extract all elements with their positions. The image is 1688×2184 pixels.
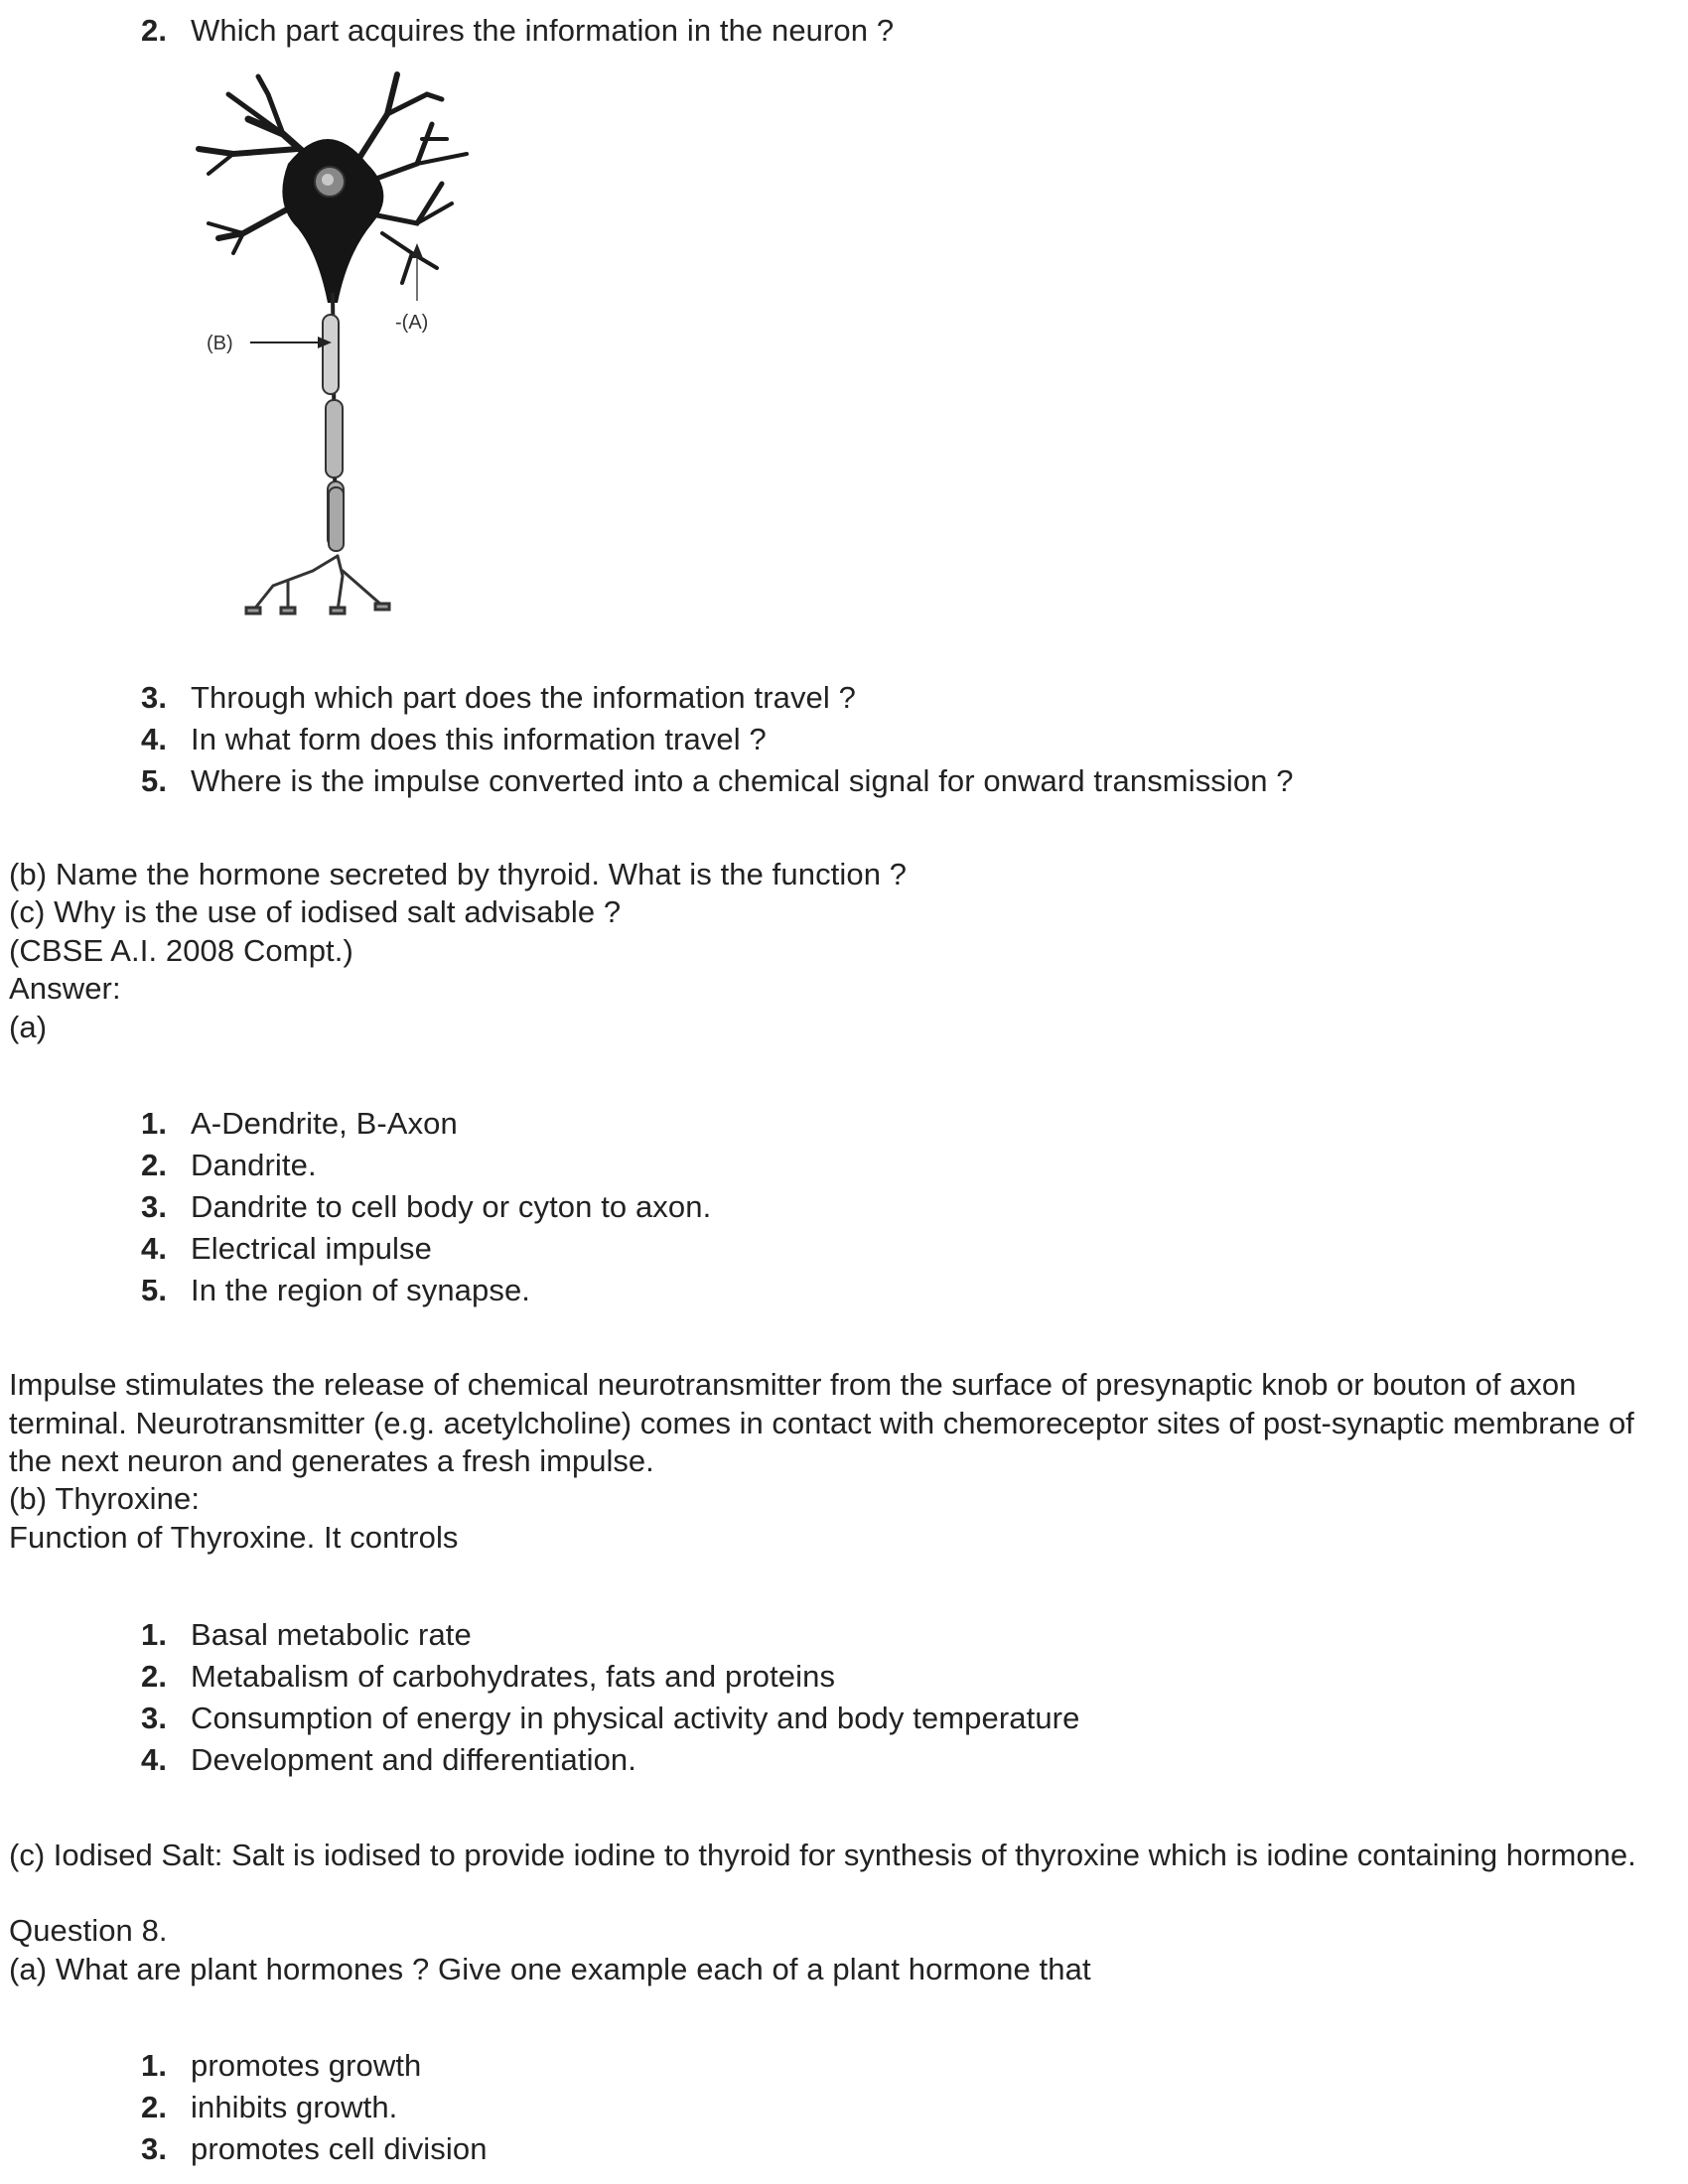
item-text: Development and differentiation.	[191, 1742, 636, 1777]
list-item	[141, 721, 767, 758]
item-text: promotes growth	[191, 2048, 422, 2083]
source-reference: (CBSE A.I. 2008 Compt.)	[9, 933, 353, 968]
item-number: 4.	[141, 1742, 168, 1777]
answer-heading: Answer:	[9, 971, 121, 1006]
item-text: Through which part does the information travel ?	[191, 680, 856, 715]
list-item	[141, 1741, 636, 1779]
item-text: Dandrite to cell body or cyton to axon.	[191, 1189, 712, 1224]
item-number: 3.	[141, 680, 168, 715]
label-b: (B)	[207, 333, 233, 354]
item-number: 2.	[141, 1659, 168, 1694]
item-number: 4.	[141, 722, 168, 756]
list-item	[141, 1188, 711, 1226]
list-item	[141, 1147, 317, 1184]
list-item	[141, 762, 1294, 800]
item-text: Where is the impulse converted into a chemical signal for onward transmission ?	[191, 763, 1294, 798]
item-text: Consumption of energy in physical activity and body temperature	[191, 1701, 1080, 1735]
item-text: Basal metabolic rate	[191, 1617, 472, 1652]
list-item	[141, 1272, 530, 1309]
item-text: inhibits growth.	[191, 2090, 398, 2124]
list-item	[141, 1616, 472, 1654]
item-text: In what form does this information travel ?	[191, 722, 767, 756]
item-number: 1.	[141, 1617, 168, 1652]
item-number: 5.	[141, 763, 168, 798]
item-text: Electrical impulse	[191, 1231, 432, 1266]
label-b-arrow	[250, 337, 332, 348]
list-item	[141, 1700, 1079, 1737]
axon-terminals	[246, 556, 389, 614]
item-number: 3.	[141, 1701, 168, 1735]
axon	[323, 293, 344, 551]
item-number: 1.	[141, 2048, 168, 2083]
answer-a-label: (a)	[9, 1010, 48, 1044]
synapse-paragraph: Impulse stimulates the release of chemical neurotransmitter from the surface of presynaptic knob or bouton of axon terminal. Neurotransmitter (e.g. acetylcholine) comes in contact with chemoreceptor sites of post-synaptic membrane of the next neuron and generates a fresh impulse.	[9, 1367, 1634, 1478]
item-number: 4.	[141, 1231, 168, 1266]
item-number: 5.	[141, 1273, 168, 1307]
question-b: (b) Name the hormone secreted by thyroid. What is the function ?	[9, 857, 908, 891]
answer-b-label: (b) Thyroxine:	[9, 1481, 201, 1516]
question-8-heading: Question 8.	[9, 1913, 168, 1948]
list-item	[141, 1230, 432, 1268]
list-item	[141, 2047, 421, 2085]
list-item	[141, 12, 894, 50]
item-text: A-Dendrite, B-Axon	[191, 1106, 458, 1141]
item-text: In the region of synapse.	[191, 1273, 531, 1307]
list-item	[141, 2130, 488, 2168]
item-text: Metabalism of carbohydrates, fats and proteins	[191, 1659, 836, 1694]
answer-c-paragraph: (c) Iodised Salt: Salt is iodised to provide iodine to thyroid for synthesis of thyroxine which is iodine containing hormone.	[9, 1838, 1636, 1872]
question-8-a: (a) What are plant hormones ? Give one example each of a plant hormone that	[9, 1952, 1091, 1986]
item-text: Dandrite.	[191, 1148, 317, 1182]
list-item	[141, 679, 856, 717]
list-item	[141, 1105, 458, 1143]
list-item	[141, 2089, 397, 2126]
item-text: Which part acquires the information in the neuron ?	[191, 13, 895, 48]
item-number: 2.	[141, 13, 168, 48]
answer-b-intro: Function of Thyroxine. It controls	[9, 1520, 459, 1555]
item-number: 2.	[141, 1148, 168, 1182]
list-item	[141, 1658, 835, 1696]
item-number: 2.	[141, 2090, 168, 2124]
item-text: promotes cell division	[191, 2131, 488, 2166]
item-number: 1.	[141, 1106, 168, 1141]
neuron-diagram	[189, 55, 487, 630]
question-c: (c) Why is the use of iodised salt advisable ?	[9, 894, 622, 929]
item-number: 3.	[141, 2131, 168, 2166]
item-number: 3.	[141, 1189, 168, 1224]
label-a: -(A)	[395, 312, 429, 334]
cell-body	[282, 139, 383, 303]
